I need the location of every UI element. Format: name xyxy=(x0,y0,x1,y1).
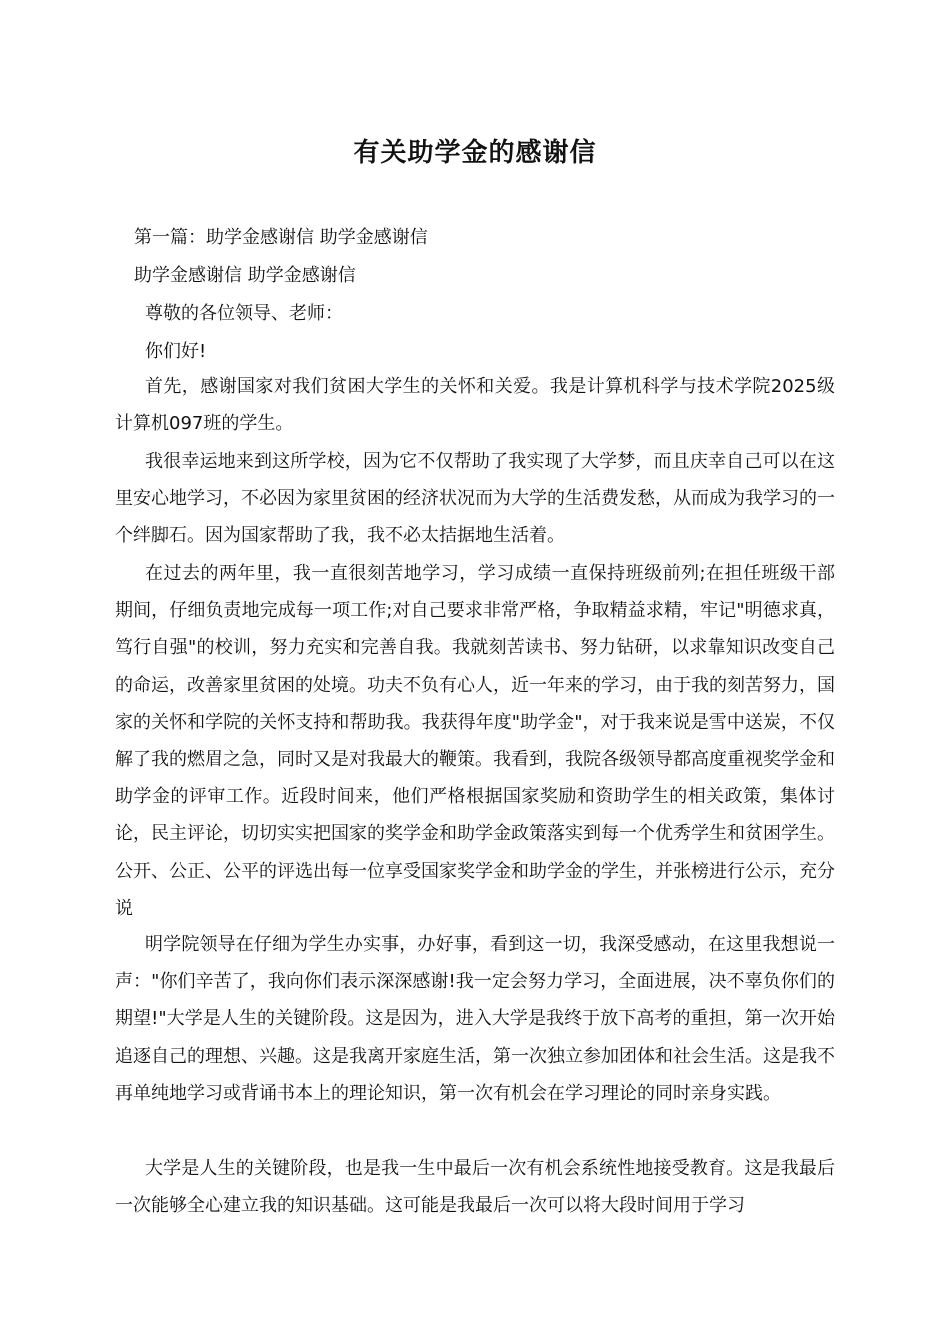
body-paragraph-3: 在过去的两年里，我一直很刻苦地学习，学习成绩一直保持班级前列;在担任班级干部期间，仔细负责地完成每一项工作;对自己要求非常严格，争取精益求精，牢记"明德求真，笃行自强"的校训，努力充实和完善自我。我就刻苦读书、努力钻研，以求靠知识改变自己的命运，改善家里贫困的处境。功夫不负有心人，近一年来的学习，由于我的刻苦努力，国家的关怀和学院的关怀支持和帮助我。我获得年度"助学金"，对于我来说是雪中送炭，不仅解了我的燃眉之急，同时又是对我最大的鞭策。我看到，我院各级领导都高度重视奖学金和助学金的评审工作。近段时间来，他们严格根据国家奖励和资助学生的相关政策，集体讨论，民主评论，切切实实把国家的奖学金和助学金政策落实到每一个优秀学生和贫困学生。公开、公正、公平的评选出每一位享受国家奖学金和助学金的学生，并张榜进行公示，充分说 xyxy=(115,563,835,919)
body-paragraph-1: 首先，感谢国家对我们贫困大学生的关怀和关爱。我是计算机科学与技术学院2025级计算机097班的学生。 xyxy=(115,376,835,435)
document-title: 有关助学金的感谢信 xyxy=(353,138,597,168)
body-paragraph-4: 明学院领导在仔细为学生办实事，办好事，看到这一切，我深受感动，在这里我想说一声："你们辛苦了，我向你们表示深深感谢!我一定会努力学习，全面进展，决不辜负你们的期望!"大学是人生的关键阶段。这是因为，进入大学是我终于放下高考的重担，第一次开始追逐自己的理想、兴趣。这是我离开家庭生活，第一次独立参加团体和社会生活。这是我不再单纯地学习或背诵书本上的理论知识，第一次有机会在学习理论的同时亲身实践。 xyxy=(115,934,835,1104)
salutation: 尊敬的各位领导、老师： xyxy=(145,303,343,324)
body-paragraph-2: 我很幸运地来到这所学校，因为它不仅帮助了我实现了大学梦，而且庆幸自己可以在这里安心地学习，不必因为家里贫困的经济状况而为大学的生活费发愁，从而成为我学习的一个绊脚石。因为国家帮助了我，我不必太拮据地生活着。 xyxy=(115,451,835,547)
subheading-first: 第一篇：助学金感谢信 助学金感谢信 xyxy=(134,227,428,248)
body-paragraph-5: 大学是人生的关键阶段，也是我一生中最后一次有机会系统性地接受教育。这是我最后一次能够全心建立我的知识基础。这可能是我最后一次可以将大段时间用于学习 xyxy=(115,1158,835,1217)
subheading-second: 助学金感谢信 助学金感谢信 xyxy=(134,265,356,286)
greeting: 你们好! xyxy=(145,341,207,362)
